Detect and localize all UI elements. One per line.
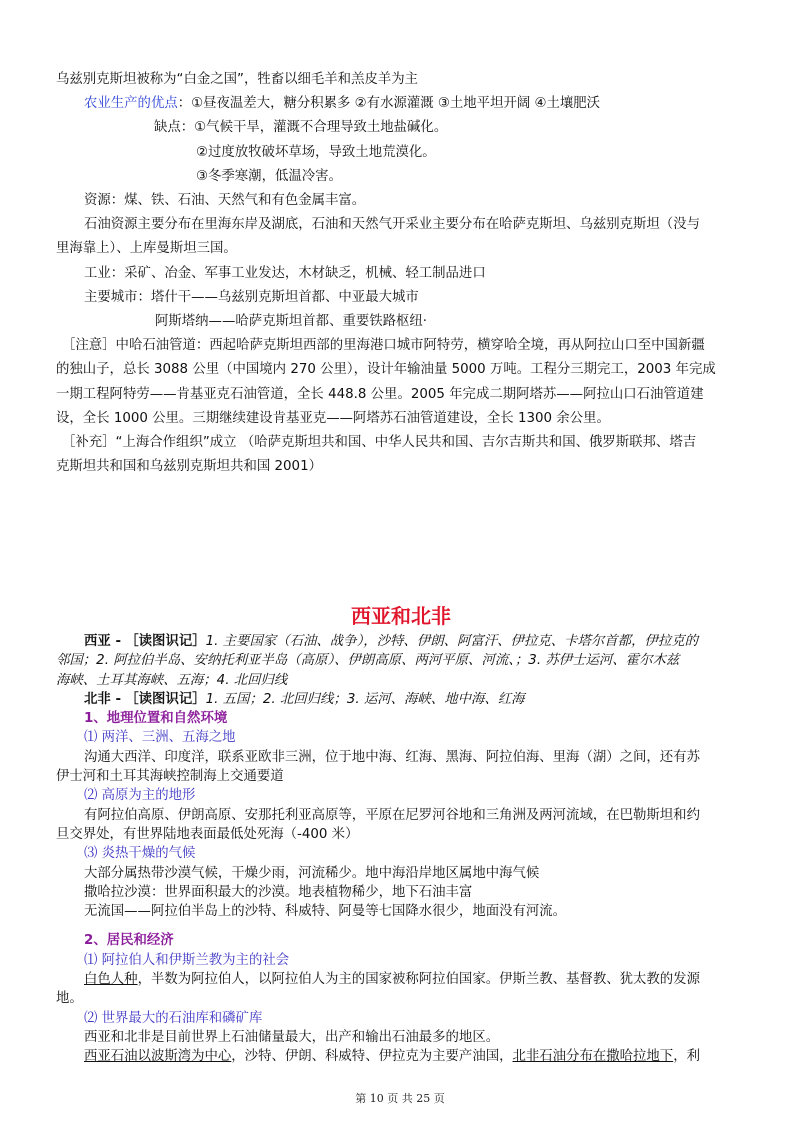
text-line: 主要城市：塔什干——乌兹别克斯坦首都、中亚最大城市 xyxy=(84,289,419,305)
text-line: 白色人种，半数为阿拉伯人，以阿拉伯人为主的国家被称阿拉伯国家。伊斯兰教、基督教、犹太教的发源 xyxy=(84,972,700,988)
text-line: 缺点：①气候干旱，灌溉不合理导致土地盐碱化。 xyxy=(154,120,448,136)
subsection-heading: ⑶ 炎热干燥的气候 xyxy=(84,846,196,862)
text-line: 邻国；2. 阿拉伯半岛、安纳托利亚半岛（高原）、伊朗高原、两河平原、河流、；3. 苏伊士运河、霍尔木兹 xyxy=(56,653,680,669)
text-line: 有阿拉伯高原、伊朗高原、安那托利亚高原等，平原在尼罗河谷地和三角洲及两河流域，在巴勒斯坦和约 xyxy=(84,807,700,823)
subsection-heading: ⑴ 两洋、三洲、五海之地 xyxy=(84,730,236,746)
subsection-heading: ⑵ 世界最大的石油库和磷矿库 xyxy=(84,1010,263,1026)
text-line: 农业生产的优点：①昼夜温差大，糖分积累多 ②有水源灌溉 ③土地平坦开阔 ④土壤肥沃 xyxy=(84,96,601,112)
text-line: 里海靠上）、上库曼斯坦三国。 xyxy=(56,241,237,257)
text-line: 伊士河和土耳其海峡控制海上交通要道 xyxy=(56,769,284,785)
text-line: 一期工程阿特劳——肯基亚克石油管道，全长 448.8 公里。2005 年完成二期阿塔苏——阿拉山口石油管道建 xyxy=(56,386,704,402)
text-line: 撒哈拉沙漠：世界面积最大的沙漠。地表植物稀少，地下石油丰富 xyxy=(84,884,473,900)
text-line: 西亚和北非是目前世界上石油储量最大，出产和输出石油最多的地区。 xyxy=(84,1029,500,1045)
text-line: 西亚石油以波斯湾为中心，沙特、伊朗、科威特、伊拉克为主要产油国，北非石油分布在撒哈拉地下，利 xyxy=(84,1049,700,1065)
text-line: ②过度放牧破坏草场，导致土地荒漠化。 xyxy=(196,144,436,160)
text-line: 海峡、土耳其海峡、五海；4. 北回归线 xyxy=(56,672,288,688)
text-line: ［补充］“上海合作组织”成立 （哈萨克斯坦共和国、中华人民共和国、吉尔吉斯共和国、俄罗斯联邦、塔吉 xyxy=(62,435,697,451)
text-line: 阿斯塔纳——哈萨克斯坦首都、重要铁路枢纽· xyxy=(155,314,428,330)
subsection-heading: ⑴ 阿拉伯人和伊斯兰教为主的社会 xyxy=(84,952,290,968)
text-line: 设，全长 1000 公里。三期继续建设肯基亚克——阿塔苏石油管道建设，全长 1300 余公里。 xyxy=(56,410,610,426)
section-heading: 1、地理位置和自然环境 xyxy=(84,711,228,727)
page-footer: 第 10 页 共 25 页 xyxy=(355,1092,445,1105)
text-line: 地。 xyxy=(56,991,83,1007)
subsection-heading: ⑵ 高原为主的地形 xyxy=(84,788,196,804)
text-line: 乌兹别克斯坦被称为“白金之国”，牲畜以细毛羊和羔皮羊为主 xyxy=(56,72,419,87)
text-line: 石油资源主要分布在里海东岸及湖底，石油和天然气开采业主要分布在哈萨克斯坦、乌兹别克斯坦（没与 xyxy=(84,217,700,233)
section-title: 西亚和北非 xyxy=(351,604,451,628)
text-line: 资源：煤、铁、石油、天然气和有色金属丰富。 xyxy=(84,193,366,209)
section-heading: 2、居民和经济 xyxy=(84,933,174,949)
text-line: 西亚 - ［读图识记］1. 主要国家（石油、战争），沙特、伊朗、阿富汗、伊拉克、卡塔尔首都，伊拉克的 xyxy=(84,634,699,649)
text-line: ③冬季寒潮，低温冷害。 xyxy=(196,168,342,184)
text-line: 工业：采矿、冶金、军事工业发达，木材缺乏，机械、轻工制品进口 xyxy=(84,265,486,281)
text-line: 北非 - ［读图识记］1. 五国；2. 北回归线；3. 运河、海峡、地中海、红海 xyxy=(84,691,525,707)
text-line: 旦交界处，有世界陆地表面最低处死海（-400 米） xyxy=(56,826,359,842)
text-line: 克斯坦共和国和乌兹别克斯坦共和国 2001） xyxy=(56,459,322,475)
west-asia-north-africa-section xyxy=(56,600,746,1067)
upper-text-block xyxy=(56,68,746,479)
text-line: 大部分属热带沙漠气候，干燥少雨，河流稀少。地中海沿岸地区属地中海气候 xyxy=(84,865,540,881)
text-line: 无流国——阿拉伯半岛上的沙特、科威特、阿曼等七国降水很少，地面没有河流。 xyxy=(84,904,567,920)
highlight-term: 农业生产的优点 xyxy=(84,96,178,112)
text-line: ［注意］中哈石油管道：西起哈萨克斯坦西部的里海港口城市阿特劳，横穿哈全境，再从阿拉山口至中国新疆 xyxy=(62,338,705,354)
text-line: 沟通大西洋、印度洋，联系亚欧非三洲，位于地中海、红海、黑海、阿拉伯海、里海（湖）之间，还有苏 xyxy=(84,749,700,765)
text-line: 的独山子，总长 3088 公里（中国境内 270 公里），设计年输油量 5000 万吨。工程分三期完工，2003 年完成 xyxy=(56,362,716,378)
